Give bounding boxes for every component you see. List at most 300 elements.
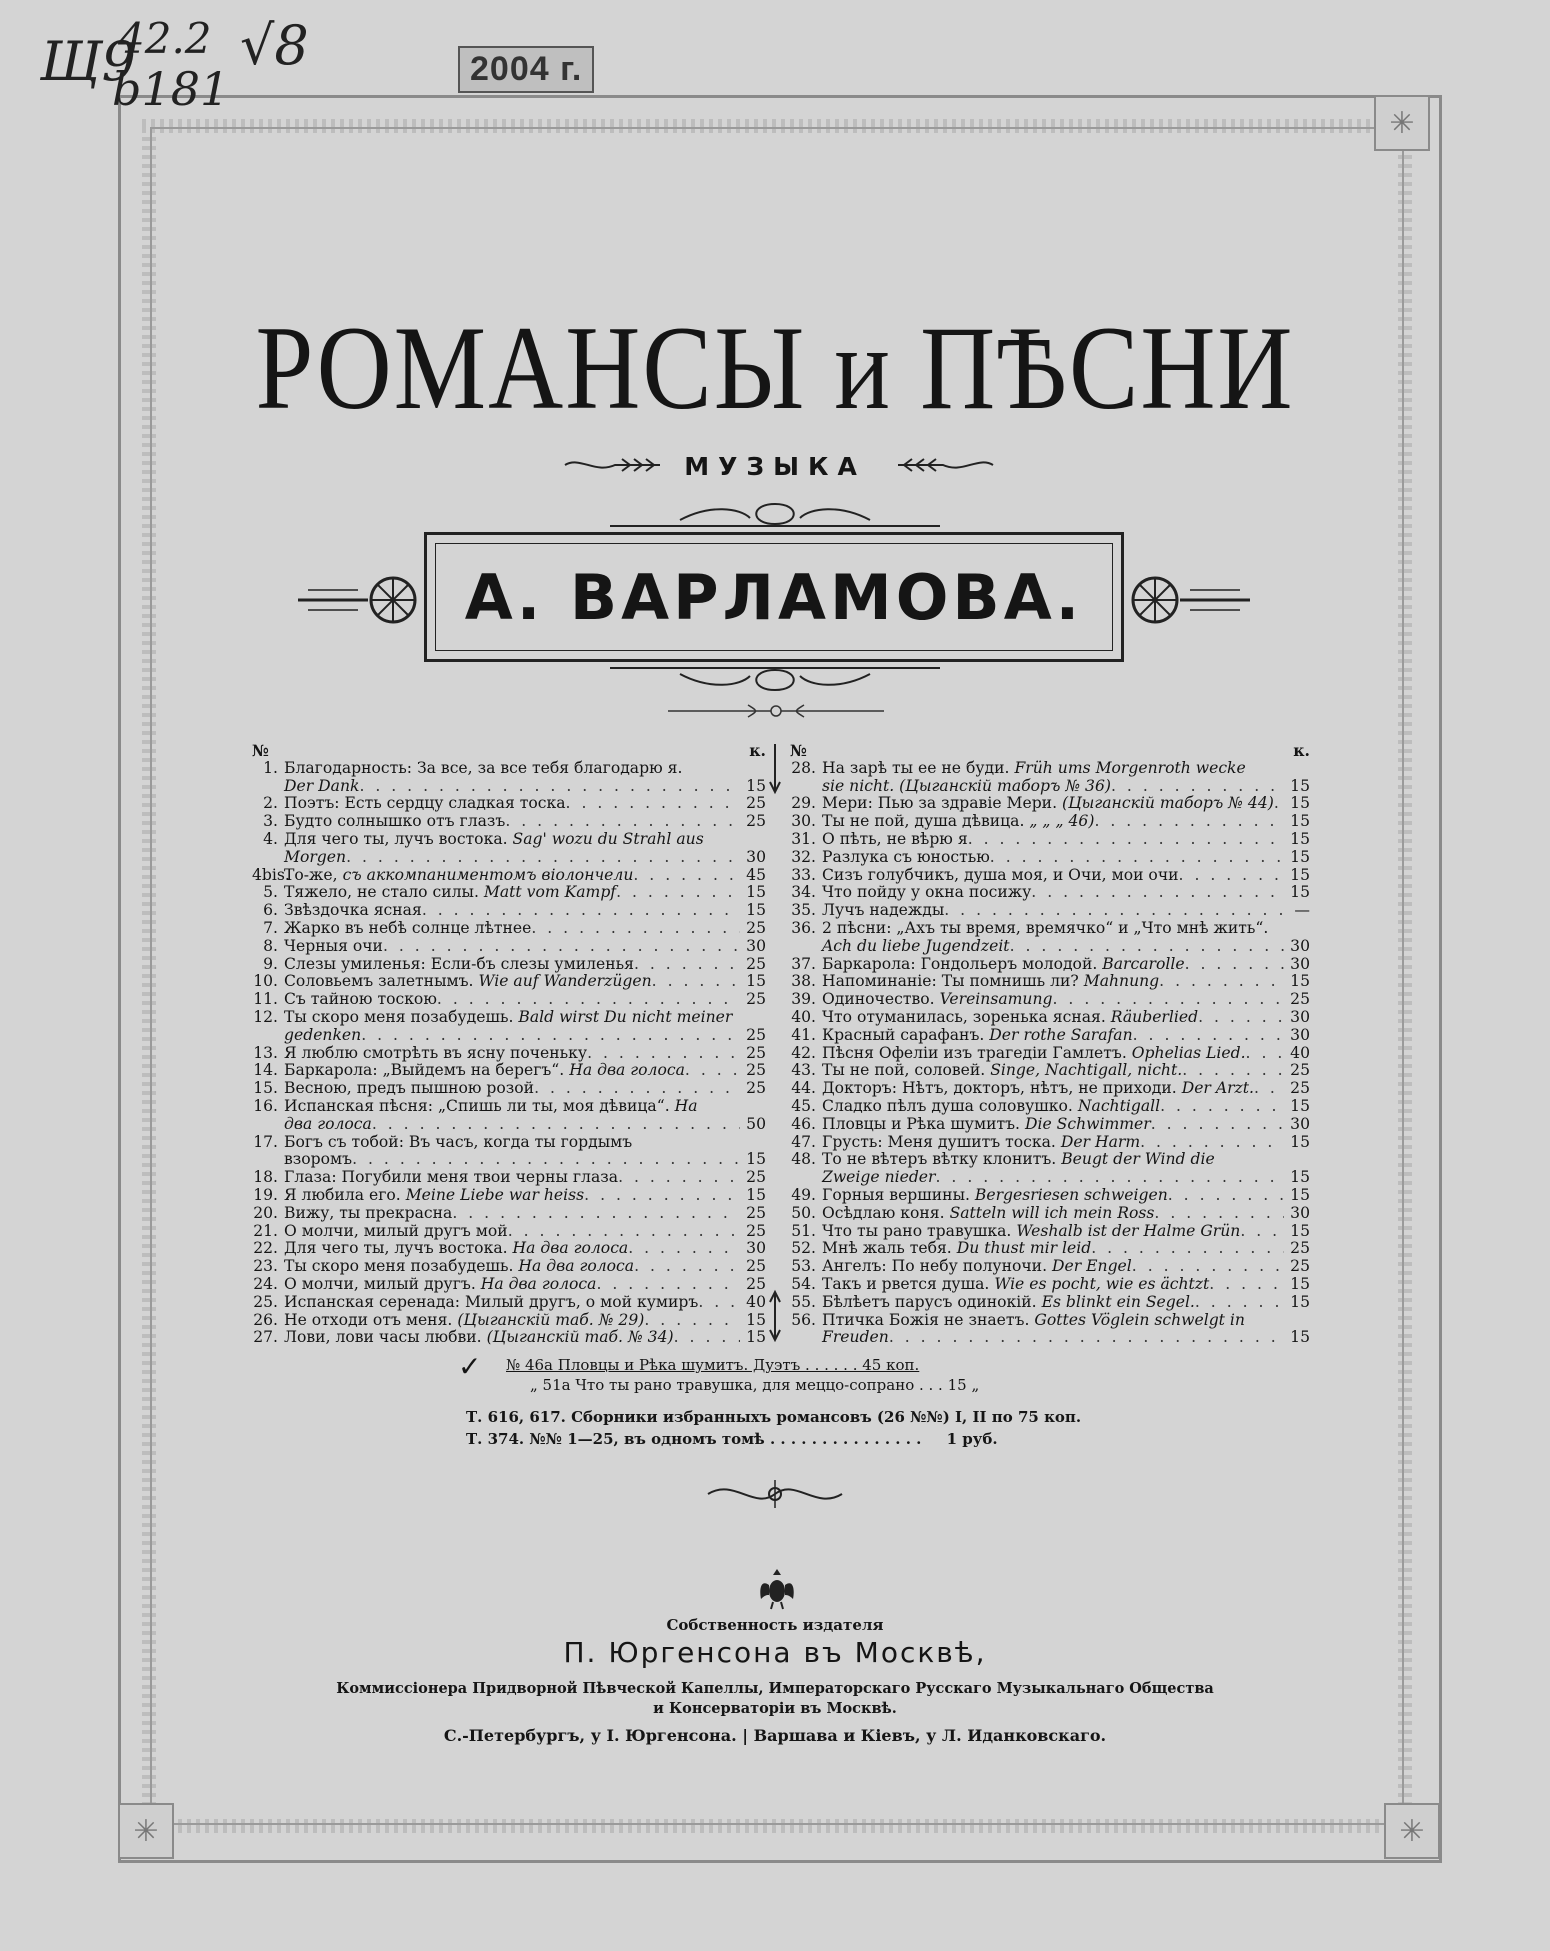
item-title bbox=[284, 920, 531, 938]
list-item bbox=[790, 1080, 1310, 1098]
item-title-russian: О пѣть, не вѣрю я bbox=[822, 829, 968, 848]
item-number: 52. bbox=[791, 1239, 816, 1258]
leader-dots bbox=[1111, 778, 1284, 796]
item-title bbox=[284, 1187, 584, 1205]
collection-line-2-right: 1 руб. bbox=[946, 1430, 998, 1448]
item-price: 15 bbox=[1290, 1168, 1310, 1187]
item-title bbox=[822, 1116, 1151, 1134]
item-price: 15 bbox=[1290, 883, 1310, 902]
list-item bbox=[252, 1009, 766, 1027]
list-item bbox=[790, 1258, 1310, 1276]
item-title bbox=[822, 1187, 1168, 1205]
item-number: 9. bbox=[263, 954, 278, 973]
item-number: 20. bbox=[253, 1203, 278, 1222]
item-title-russian: Грусть: Меня душитъ тоска. bbox=[822, 1132, 1056, 1151]
item-title-russian: Докторъ: Нѣтъ, докторъ, нѣтъ, не приходи. bbox=[822, 1079, 1177, 1098]
item-title-russian: Для чего ты, лучъ востока. bbox=[284, 1239, 508, 1258]
list-item bbox=[790, 831, 1310, 849]
item-number: 43. bbox=[791, 1061, 816, 1080]
item-number: 2. bbox=[263, 794, 278, 813]
item-title bbox=[284, 1080, 534, 1098]
item-title-russian: Поэтъ: Есть сердцу сладкая тоска bbox=[284, 794, 566, 813]
publisher-line-1: Коммиссіонера Придворной Пѣвческой Капеллы, Императорскаго Русскаго Музыкальнаго Общества bbox=[336, 1680, 1214, 1697]
list-item bbox=[252, 1045, 766, 1063]
leader-dots bbox=[1185, 956, 1284, 974]
item-title bbox=[822, 1080, 1254, 1098]
list-item bbox=[252, 920, 766, 938]
item-title-russian: О молчи, милый другъ. bbox=[284, 1274, 476, 1293]
leader-dots bbox=[633, 867, 740, 885]
list-item bbox=[790, 778, 1310, 796]
item-number: 17. bbox=[253, 1132, 278, 1151]
item-number: 26. bbox=[253, 1310, 278, 1329]
item-price: 25 bbox=[746, 918, 766, 937]
leader-dots bbox=[1053, 991, 1285, 1009]
item-price: 15 bbox=[1290, 794, 1310, 813]
list-item bbox=[252, 1134, 766, 1152]
item-number: 30. bbox=[791, 812, 816, 831]
item-number: 41. bbox=[791, 1025, 816, 1044]
item-number: 24. bbox=[253, 1274, 278, 1293]
item-title-russian: Разлука съ юностью bbox=[822, 847, 990, 866]
item-title-german: Singe, Nachtigall, nicht. bbox=[990, 1061, 1183, 1080]
item-number: 55. bbox=[791, 1292, 816, 1311]
item-number: 29. bbox=[791, 794, 816, 813]
list-item bbox=[790, 1116, 1310, 1134]
item-title-russian: Баркарола: „Выйдемъ на берегъ“. bbox=[284, 1061, 565, 1080]
list-item bbox=[252, 1223, 766, 1241]
item-number: 4bis. bbox=[252, 865, 290, 884]
leader-dots bbox=[1133, 1027, 1284, 1045]
subtitle-music: МУЗЫКА bbox=[684, 452, 866, 481]
item-number: 6. bbox=[263, 901, 278, 920]
list-item bbox=[252, 1116, 766, 1134]
header-number: № bbox=[790, 741, 807, 760]
item-title bbox=[822, 884, 1031, 902]
item-number: 14. bbox=[253, 1061, 278, 1080]
item-price: 25 bbox=[1290, 1239, 1310, 1258]
item-title-russian: Вижу, ты прекрасна bbox=[284, 1203, 453, 1222]
leader-dots bbox=[652, 973, 740, 991]
item-number: 15. bbox=[253, 1079, 278, 1098]
item-price: 30 bbox=[1290, 1114, 1310, 1133]
item-title-german: На bbox=[674, 1096, 698, 1115]
item-title-russian: Мери: Пью за здравіе Мери. bbox=[822, 794, 1058, 813]
list-item bbox=[790, 760, 1310, 778]
list-item bbox=[252, 795, 766, 813]
leader-dots bbox=[674, 1329, 740, 1347]
leader-dots bbox=[685, 1062, 740, 1080]
item-number: 10. bbox=[253, 972, 278, 991]
list-item bbox=[790, 973, 1310, 991]
item-title-german: Es blinkt ein Segel. bbox=[1041, 1292, 1195, 1311]
right-palmette-icon bbox=[1130, 560, 1250, 640]
list-item bbox=[252, 760, 766, 778]
item-number: 42. bbox=[791, 1043, 816, 1062]
leader-dots bbox=[352, 1151, 740, 1169]
item-title-russian: Ты скоро меня позабудешь. bbox=[284, 1257, 514, 1276]
item-title-russian: Тяжело, не стало силы. bbox=[284, 883, 479, 902]
item-title bbox=[822, 1294, 1195, 1312]
item-title-russian: Пловцы и Рѣка шумитъ. bbox=[822, 1114, 1021, 1133]
item-number: 48. bbox=[791, 1150, 816, 1169]
item-title bbox=[284, 1009, 732, 1027]
item-title bbox=[284, 867, 633, 885]
list-item bbox=[252, 1276, 766, 1294]
item-title-russian: Лучъ надежды bbox=[822, 901, 945, 920]
item-price: 40 bbox=[1290, 1043, 1310, 1062]
item-title-german: (Цыганскій таб. № 29) bbox=[457, 1310, 645, 1329]
item-title bbox=[822, 920, 1268, 938]
list-item bbox=[790, 1276, 1310, 1294]
leader-dots bbox=[936, 1169, 1285, 1187]
leader-dots bbox=[505, 813, 740, 831]
item-title-russian: Лови, лови часы любви. bbox=[284, 1328, 482, 1347]
item-title-russian: Пѣсня Офеліи изъ трагедіи Гамлетъ. bbox=[822, 1043, 1127, 1062]
imperial-eagle-icon bbox=[757, 1565, 797, 1611]
item-title-russian: Благодарность: За все, за все тебя благодарю я. bbox=[284, 758, 683, 777]
leader-dots bbox=[452, 1205, 740, 1223]
left-palmette-icon bbox=[298, 560, 418, 640]
bottom-ornament-icon bbox=[600, 662, 950, 696]
item-price: 15 bbox=[1290, 1221, 1310, 1240]
item-title-german: Nachtigall bbox=[1077, 1096, 1161, 1115]
list-item bbox=[252, 884, 766, 902]
item-title-russian: Бѣлѣетъ парусъ одинокій. bbox=[822, 1292, 1037, 1311]
item-title bbox=[822, 1098, 1160, 1116]
item-title-german: Wie auf Wanderzügen bbox=[478, 972, 652, 991]
list-item bbox=[790, 795, 1310, 813]
item-title-german: Meine Liebe war heiss bbox=[405, 1185, 585, 1204]
list-item bbox=[790, 1240, 1310, 1258]
composer-cartouche bbox=[424, 532, 1124, 662]
item-title-russian: Что пойду у окна посижу bbox=[822, 883, 1032, 902]
item-number: 38. bbox=[791, 972, 816, 991]
item-title-german: Satteln will ich mein Ross bbox=[949, 1203, 1155, 1222]
item-title bbox=[284, 973, 652, 991]
item-number: 11. bbox=[253, 990, 278, 1009]
list-item bbox=[790, 1134, 1310, 1152]
item-title bbox=[284, 1294, 698, 1312]
item-title-russian: Не отходи отъ меня. bbox=[284, 1310, 453, 1329]
item-title-russian: Что ты рано травушка. bbox=[822, 1221, 1012, 1240]
leader-dots bbox=[628, 1240, 740, 1258]
item-title-russian: Одиночество. bbox=[822, 990, 935, 1009]
item-number: 16. bbox=[253, 1096, 278, 1115]
item-title bbox=[822, 1258, 1132, 1276]
list-item bbox=[252, 1098, 766, 1116]
list-item bbox=[252, 1205, 766, 1223]
list-item bbox=[790, 884, 1310, 902]
item-title-german: На два голоса bbox=[480, 1274, 597, 1293]
list-item bbox=[790, 956, 1310, 974]
item-number: 47. bbox=[791, 1132, 816, 1151]
item-number: 12. bbox=[253, 1007, 278, 1026]
item-price: 25 bbox=[1290, 1079, 1310, 1098]
header-price: к. bbox=[749, 741, 766, 760]
collection-line-1: Т. 616, 617. Сборники избранныхъ романсовъ (26 №№) I, II по 75 коп. bbox=[466, 1408, 1082, 1426]
item-price: 25 bbox=[746, 812, 766, 831]
item-title bbox=[822, 1240, 1091, 1258]
header-number: № bbox=[252, 741, 269, 760]
item-number: 44. bbox=[791, 1079, 816, 1098]
item-price: 15 bbox=[1290, 1096, 1310, 1115]
item-price: 30 bbox=[1290, 1007, 1310, 1026]
publisher-name: П. Юргенсона въ Москвѣ, bbox=[563, 1636, 987, 1669]
item-title bbox=[822, 1312, 1245, 1330]
list-item bbox=[252, 831, 766, 849]
item-number: 25. bbox=[253, 1292, 278, 1311]
item-title bbox=[822, 1205, 1154, 1223]
item-title-russian: Для чего ты, лучъ востока. bbox=[284, 829, 508, 848]
bottom-flourish-icon bbox=[704, 1474, 846, 1514]
item-number: 33. bbox=[791, 865, 816, 884]
item-number: 19. bbox=[253, 1185, 278, 1204]
contents-left-column bbox=[252, 742, 766, 1347]
item-price: 15 bbox=[1290, 1292, 1310, 1311]
item-number: 39. bbox=[791, 990, 816, 1009]
list-item bbox=[252, 1187, 766, 1205]
leader-dots bbox=[1195, 1294, 1284, 1312]
list-item bbox=[790, 1294, 1310, 1312]
leader-dots bbox=[968, 831, 1284, 849]
leader-dots bbox=[618, 1169, 740, 1187]
item-price: 25 bbox=[746, 1257, 766, 1276]
list-item bbox=[790, 1062, 1310, 1080]
item-title-german: Vereinsamung bbox=[939, 990, 1053, 1009]
item-title bbox=[284, 1240, 628, 1258]
list-item bbox=[790, 1223, 1310, 1241]
item-title bbox=[822, 795, 1274, 813]
item-number: 4. bbox=[263, 829, 278, 848]
item-title-russian: Глаза: Погубили меня твои черны глаза bbox=[284, 1168, 619, 1187]
check-mark-icon: ✓ bbox=[458, 1350, 482, 1383]
item-title-russian: Богъ съ тобой: Въ часъ, когда ты гордымъ bbox=[284, 1132, 633, 1151]
item-number: 28. bbox=[791, 758, 816, 777]
leader-dots bbox=[1140, 1134, 1284, 1152]
leader-dots bbox=[587, 1045, 740, 1063]
item-title-russian: Будто солнышко отъ глазъ bbox=[284, 812, 506, 831]
publisher-line-2: и Консерваторіи въ Москвѣ. bbox=[653, 1700, 897, 1717]
item-title bbox=[822, 991, 1053, 1009]
item-title-russian: Я люблю смотрѣть въ ясну поченьку bbox=[284, 1043, 588, 1062]
shelfmark-mark: √8 bbox=[240, 14, 309, 77]
list-item bbox=[252, 867, 766, 885]
item-title-german: sie nicht. (Цыганскій таборъ № 36) bbox=[822, 776, 1111, 795]
item-title bbox=[284, 1062, 685, 1080]
column-header bbox=[252, 742, 766, 760]
item-title-german: Der Harm bbox=[1060, 1132, 1141, 1151]
leader-dots bbox=[1091, 1240, 1284, 1258]
item-price: 15 bbox=[746, 901, 766, 920]
item-price: 25 bbox=[746, 1221, 766, 1240]
item-title bbox=[822, 1223, 1240, 1241]
leader-dots bbox=[584, 1187, 740, 1205]
item-title bbox=[284, 795, 566, 813]
item-title-russian: Жарко въ небѣ солнце лѣтнее bbox=[284, 918, 532, 937]
item-number: 23. bbox=[253, 1257, 278, 1276]
item-title-german: „ „ „ 46) bbox=[1029, 812, 1095, 831]
item-number: 1. bbox=[263, 758, 278, 777]
item-title-russian: Слезы умиленья: Если-бъ слезы умиленья bbox=[284, 954, 634, 973]
item-price: 25 bbox=[746, 954, 766, 973]
item-title-russian: Осѣдлаю коня. bbox=[822, 1203, 945, 1222]
list-item bbox=[252, 1151, 766, 1169]
item-title-russian: Испанская серенада: Милый другъ, о мой кумиръ bbox=[284, 1292, 699, 1311]
item-number: 49. bbox=[791, 1185, 816, 1204]
item-price: 25 bbox=[746, 990, 766, 1009]
item-title bbox=[822, 778, 1111, 796]
item-number: 22. bbox=[253, 1239, 278, 1258]
item-price: 30 bbox=[1290, 936, 1310, 955]
leader-dots bbox=[698, 1294, 740, 1312]
contents-list-right bbox=[790, 760, 1310, 1347]
item-price: 30 bbox=[1290, 954, 1310, 973]
item-title bbox=[822, 849, 990, 867]
list-item bbox=[790, 991, 1310, 1009]
leader-dots bbox=[437, 991, 740, 1009]
item-title-german: Zweige nieder bbox=[822, 1168, 936, 1187]
item-title bbox=[284, 760, 682, 778]
list-item bbox=[252, 1080, 766, 1098]
shelfmark-top: 42.2 bbox=[118, 14, 212, 63]
item-title-russian: Ангелъ: По небу полуночи. bbox=[822, 1257, 1048, 1276]
item-price: 15 bbox=[1290, 972, 1310, 991]
list-item bbox=[252, 1027, 766, 1045]
leader-dots bbox=[361, 1027, 740, 1045]
contents-list-left bbox=[252, 760, 766, 1347]
item-title-russian: Сладко пѣлъ душа соловушко. bbox=[822, 1096, 1073, 1115]
list-item bbox=[790, 1045, 1310, 1063]
item-title bbox=[822, 831, 968, 849]
leader-dots bbox=[1246, 1045, 1284, 1063]
leader-dots bbox=[1154, 1205, 1284, 1223]
leader-dots bbox=[634, 956, 740, 974]
item-price: 15 bbox=[1290, 1328, 1310, 1347]
item-title bbox=[284, 1312, 644, 1330]
item-title-russian: Напоминаніе: Ты помнишь ли? bbox=[822, 972, 1079, 991]
leader-dots bbox=[990, 849, 1284, 867]
item-number: 7. bbox=[263, 918, 278, 937]
item-title bbox=[822, 813, 1094, 831]
item-price: 30 bbox=[746, 936, 766, 955]
item-title-german: Bald wirst Du nicht meiner bbox=[518, 1007, 733, 1026]
item-number: 46. bbox=[791, 1114, 816, 1133]
item-price: 25 bbox=[746, 1061, 766, 1080]
column-header bbox=[790, 742, 1310, 760]
item-title bbox=[822, 1134, 1140, 1152]
item-title-german: съ аккомпаниментомъ віолончели bbox=[342, 865, 634, 884]
list-item bbox=[790, 867, 1310, 885]
item-title-russian: Я любила его. bbox=[284, 1185, 401, 1204]
item-price: 25 bbox=[1290, 1061, 1310, 1080]
leader-dots bbox=[1254, 1080, 1284, 1098]
item-number: 18. bbox=[253, 1168, 278, 1187]
item-title-russian: Горныя вершины. bbox=[822, 1185, 970, 1204]
item-title-russian: Весною, предъ пышною розой bbox=[284, 1079, 535, 1098]
item-title bbox=[284, 1329, 674, 1347]
leader-dots bbox=[508, 1223, 740, 1241]
list-item bbox=[790, 813, 1310, 831]
list-item bbox=[790, 1151, 1310, 1169]
item-price: 25 bbox=[1290, 1257, 1310, 1276]
item-title bbox=[284, 1116, 372, 1134]
item-title-german: (Цыганскій таборъ № 44) bbox=[1062, 794, 1274, 813]
leader-dots bbox=[534, 1080, 740, 1098]
item-title bbox=[284, 849, 346, 867]
item-title-russian: Мнѣ жаль тебя. bbox=[822, 1239, 952, 1258]
item-title bbox=[284, 956, 634, 974]
list-item bbox=[790, 902, 1310, 920]
leader-dots bbox=[1168, 1187, 1284, 1205]
item-title bbox=[284, 991, 437, 1009]
item-title-russian: То не вѣтеръ вѣтку клонитъ. bbox=[822, 1150, 1057, 1169]
leader-dots bbox=[1179, 867, 1284, 885]
composer-name: А. ВАРЛАМОВА. bbox=[435, 543, 1113, 651]
extra-line-46a: № 46а Пловцы и Рѣка шумитъ. Дуэтъ . . . . . . 45 коп. bbox=[506, 1356, 920, 1374]
list-item bbox=[252, 778, 766, 796]
item-title bbox=[284, 1098, 698, 1116]
item-price: 25 bbox=[746, 1043, 766, 1062]
leader-dots bbox=[383, 938, 740, 956]
item-price: 15 bbox=[746, 776, 766, 795]
leader-dots bbox=[346, 849, 740, 867]
item-title bbox=[822, 1169, 936, 1187]
item-price: 15 bbox=[746, 1328, 766, 1347]
item-price: 45 bbox=[746, 865, 766, 884]
list-item bbox=[790, 938, 1310, 956]
item-title-russian: Что отуманилась, зоренька ясная. bbox=[822, 1007, 1106, 1026]
item-price: — bbox=[1294, 901, 1310, 920]
item-title-german: Morgen bbox=[284, 847, 347, 866]
item-title-german: На два голоса bbox=[512, 1239, 629, 1258]
item-title-german: Die Schwimmer bbox=[1024, 1114, 1151, 1133]
item-title bbox=[284, 813, 505, 831]
item-price: 30 bbox=[746, 847, 766, 866]
item-title-german: Räuberlied bbox=[1110, 1007, 1199, 1026]
list-item bbox=[252, 991, 766, 1009]
item-price: 30 bbox=[1290, 1025, 1310, 1044]
item-title-german: Mahnung bbox=[1083, 972, 1160, 991]
leader-dots bbox=[1010, 938, 1284, 956]
leader-dots bbox=[1159, 973, 1284, 991]
item-number: 32. bbox=[791, 847, 816, 866]
item-title-german: Barcarolle bbox=[1102, 954, 1185, 973]
item-price: 25 bbox=[746, 1203, 766, 1222]
item-title bbox=[284, 1151, 352, 1169]
item-title-russian: На зарѣ ты ее не буди. bbox=[822, 758, 1010, 777]
list-item bbox=[252, 1062, 766, 1080]
contents-right-column bbox=[790, 742, 1310, 1347]
item-title-german: Weshalb ist der Halme Grün bbox=[1016, 1221, 1241, 1240]
item-title-russian: Черныя очи bbox=[284, 936, 383, 955]
item-title-russian: Сизъ голубчикъ, душа моя, и Очи, мои очи bbox=[822, 865, 1179, 884]
list-item bbox=[252, 813, 766, 831]
publisher-property: Собственность издателя bbox=[666, 1616, 884, 1634]
item-title-russian: взоромъ bbox=[284, 1150, 353, 1169]
item-price: 30 bbox=[1290, 1203, 1310, 1222]
top-ornament-icon bbox=[600, 498, 950, 532]
item-title bbox=[284, 831, 704, 849]
item-title-german: Früh ums Morgenroth wecke bbox=[1014, 758, 1246, 777]
item-title-russian: Ты не пой, соловей. bbox=[822, 1061, 986, 1080]
list-item bbox=[252, 1329, 766, 1347]
item-title bbox=[284, 1205, 452, 1223]
item-title-russian: 2 пѣсни: „Ахъ ты время, времячко“ и „Что мнѣ жить“. bbox=[822, 918, 1269, 937]
item-title bbox=[822, 1062, 1182, 1080]
leader-dots bbox=[634, 1258, 740, 1276]
item-title-german: Matt vom Kampf bbox=[483, 883, 617, 902]
